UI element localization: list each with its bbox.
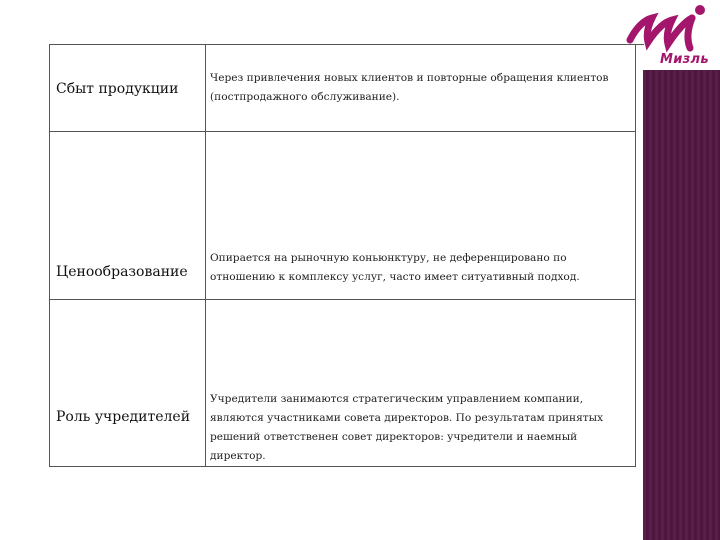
table-row-sales bbox=[50, 45, 635, 132]
table-row-founders-role bbox=[50, 300, 635, 466]
right-decorative-bar bbox=[643, 70, 720, 540]
company-logo bbox=[622, 4, 720, 70]
row-text: Опирается на рыночную коньюнктуру, не деференцировано по отношению к комплексу услуг, часто имеет ситуативный подход. bbox=[210, 252, 580, 283]
row-label-cell bbox=[50, 131, 206, 299]
row-label: Сбыт продукции bbox=[56, 81, 179, 97]
row-label-cell bbox=[50, 300, 206, 466]
comparison-table bbox=[49, 44, 636, 467]
logo-text: Мизль bbox=[660, 52, 709, 67]
row-content-cell bbox=[210, 300, 635, 466]
row-content-cell bbox=[210, 131, 635, 299]
row-label: Ценообразование bbox=[56, 264, 188, 280]
table-top-extension-line bbox=[636, 44, 644, 45]
row-label-cell bbox=[50, 45, 206, 131]
row-text: Учредители занимаются стратегическим управлением компании, являются участниками совета директоров. По результатам принятых решений ответственен совет директоров: учредители и наемный директор. bbox=[210, 393, 604, 462]
row-text: Через привлечения новых клиентов и повторные обращения клиентов (постпродажного обслуживание). bbox=[210, 72, 609, 103]
row-content-cell bbox=[210, 45, 635, 131]
row-label: Роль учредителей bbox=[56, 409, 191, 425]
table-row-pricing bbox=[50, 131, 635, 300]
